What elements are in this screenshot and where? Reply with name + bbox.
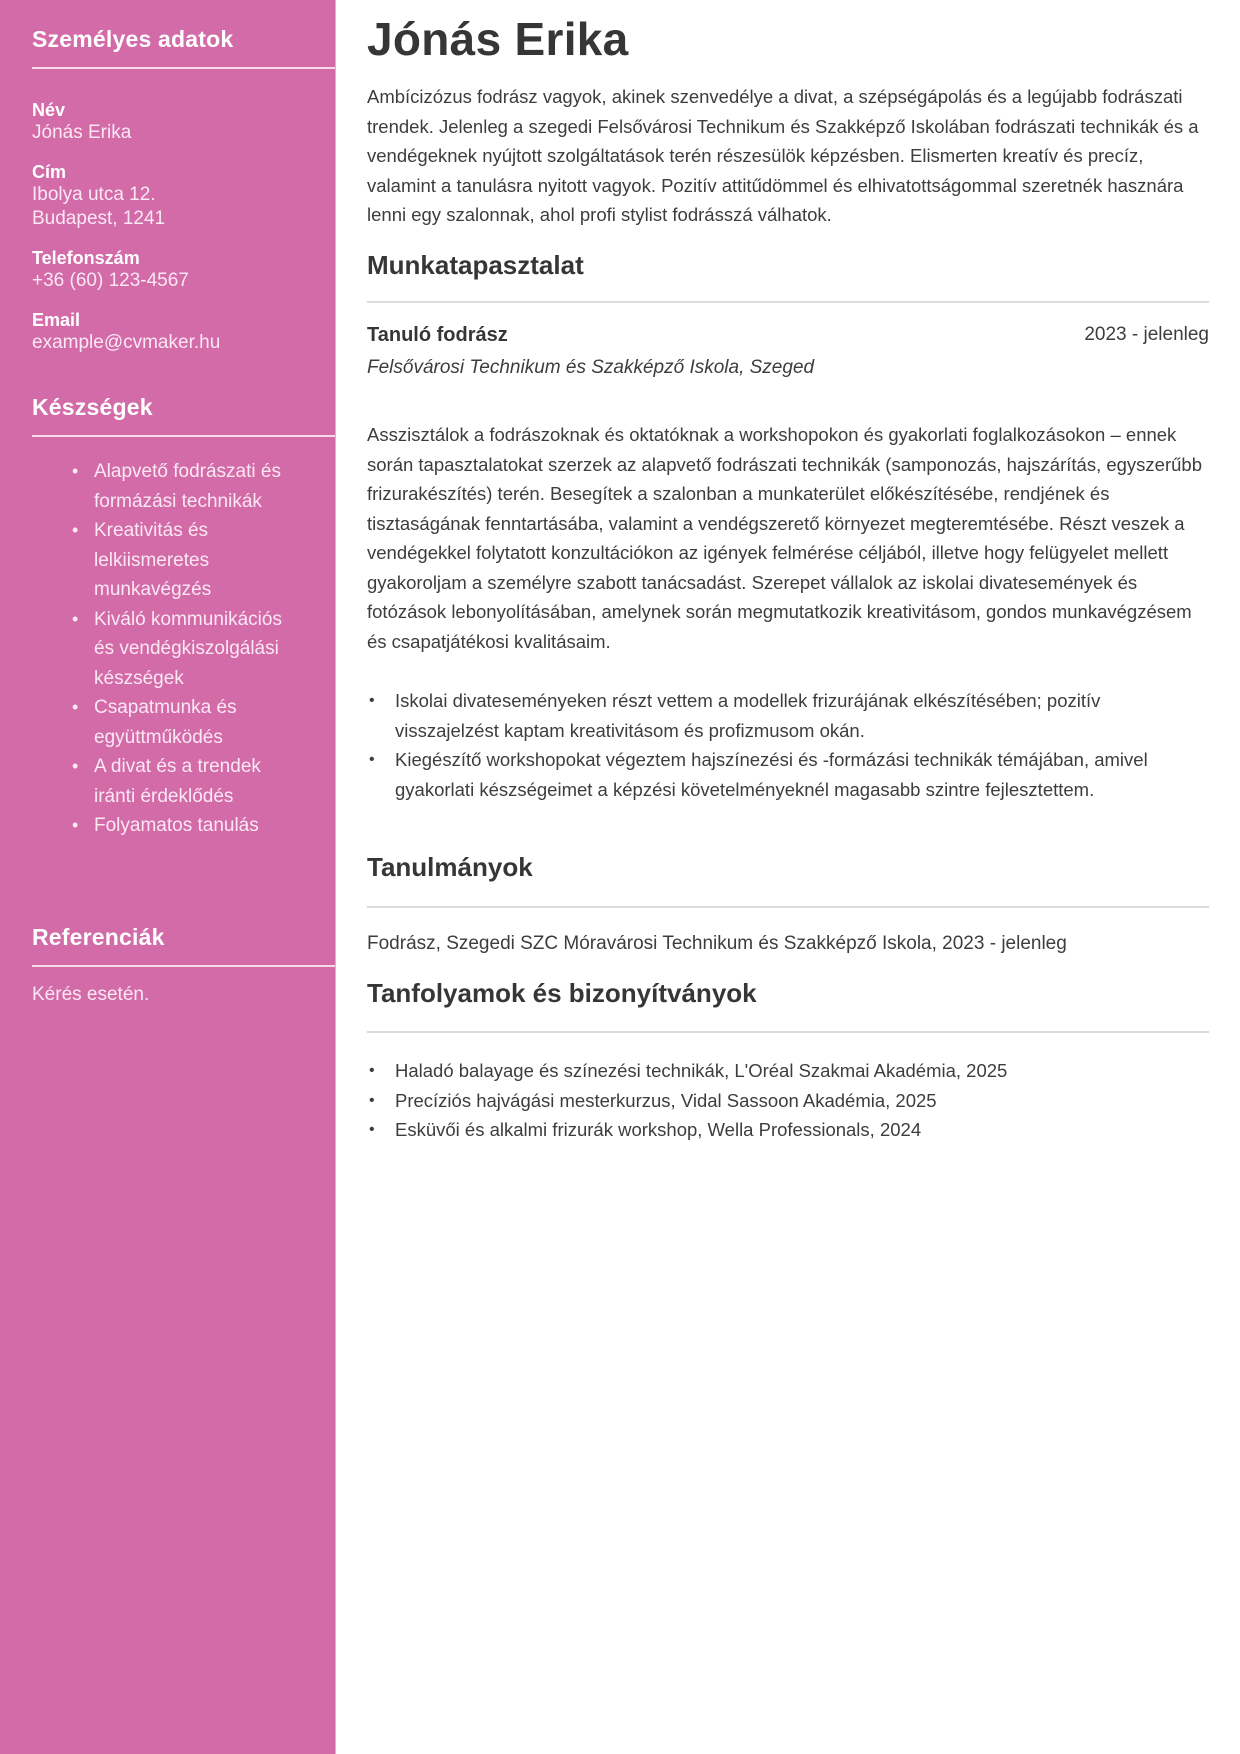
skill-item: • Kiváló kommunikációs és vendégkiszolgálási készségek	[94, 605, 294, 694]
personal-section	[32, 26, 335, 371]
courses-title: Tanfolyamok és bizonyítványok	[367, 978, 757, 1008]
bullet-icon: •	[369, 1062, 375, 1079]
bullet-icon: •	[369, 1121, 375, 1138]
achievement-item: • Kiegészítő workshopokat végeztem hajszínezési és -formázási technikák témájában, amivel gyakorlati készségeimet a képzési követelményeknél magasabb szintre fejlesztettem.	[395, 745, 1209, 804]
page-title: Jónás Erika	[367, 13, 629, 65]
bullet-icon: •	[72, 756, 79, 776]
field-name	[32, 99, 335, 145]
divider	[367, 906, 1209, 908]
bullet-icon: •	[72, 520, 79, 540]
field-value: Ibolya utca 12.	[32, 184, 156, 205]
bullet-icon: •	[369, 692, 375, 709]
course-item: • Esküvői és alkalmi frizurák workshop, Wella Professionals, 2024	[395, 1115, 1209, 1145]
personal-title: Személyes adatok	[32, 26, 234, 52]
job-description: Asszisztálok a fodrászoknak és oktatóknak a workshopokon és gyakorlati foglalkozásokon – ennek során tapasztalatokat szerzek az alapvető fodrászati technikák (samponozás, hajszárítás, egyszerűbb frizurakészítés) terén. Besegítek a szalonban a munkaterület előkészítésébe, rendjének és tisztaságának fenntartásába, valamint a vendégszerető környezet megteremtésébe. Részt veszek a vendégekkel folytatott konzultációkon az igények felmérése céljából, illetve hogy felügyelet mellett gyakoroljam a személyre szabott tanácsadást. Szerepet vállalok az iskolai divatesemények és fotózások lebonyolításában, amelynek során megmutatkozik kreativitásom, gondos munkavégzésem és csapatjátékosi kvalitásaim.	[367, 424, 1202, 652]
field-value: Budapest, 1241	[32, 208, 166, 229]
skill-item: • Kreativitás és lelkiismeretes munkavégzés	[94, 516, 294, 605]
skill-item: • A divat és a trendek iránti érdeklődés	[94, 752, 294, 811]
divider	[367, 1031, 1209, 1033]
job-achievements	[367, 686, 1209, 804]
skills-title: Készségek	[32, 394, 153, 420]
bullet-icon: •	[72, 608, 79, 629]
email-link[interactable]: example@cvmaker.hu	[32, 332, 221, 353]
references-section	[32, 924, 335, 1007]
field-email	[32, 309, 335, 355]
divider	[32, 435, 335, 437]
skills-section	[32, 394, 335, 841]
bullet-icon: •	[72, 461, 79, 481]
education-entry: Fodrász, Szegedi SZC Móravárosi Technikum és Szakképző Iskola, 2023 - jelenleg	[367, 933, 1067, 954]
bullet-icon: •	[72, 815, 79, 835]
field-value: Jónás Erika	[32, 122, 132, 143]
course-item: • Precíziós hajvágási mesterkurzus, Vidal Sassoon Akadémia, 2025	[395, 1086, 1209, 1116]
course-item: • Haladó balayage és színezési technikák, L'Oréal Szakmai Akadémia, 2025	[395, 1056, 1209, 1086]
job-title: Tanuló fodrász	[367, 324, 508, 346]
bullet-icon: •	[72, 697, 79, 717]
field-phone	[32, 247, 335, 293]
personal-fields	[32, 99, 335, 355]
skill-item: • Folyamatos tanulás	[94, 811, 294, 841]
job-organization: Felsővárosi Technikum és Szakképző Iskola, Szeged	[367, 357, 815, 378]
divider	[32, 965, 335, 967]
divider	[32, 67, 335, 69]
field-label: Telefonszám	[32, 248, 140, 268]
divider	[367, 301, 1209, 303]
skill-item: • Csapatmunka és együttműködés	[94, 693, 294, 752]
references-title: Referenciák	[32, 924, 165, 950]
field-label: Név	[32, 100, 66, 120]
job-date: 2023 - jelenleg	[1084, 324, 1209, 345]
skills-list	[32, 457, 335, 841]
summary: Ambícizózus fodrász vagyok, akinek szenvedélye a divat, a szépségápolás és a legújabb fodrászati trendek. Jelenleg a szegedi Felsővárosi Technikum és Szakképző Iskolában fodrászati technikák és a vendégeknek nyújtott szolgáltatások terén részesülök képzésben. Elismerten kreatív és precíz, valamint a tanulásra nyitott vagyok. Pozitív attitűdömmel és elhivatottságommal szeretnék hasznára lenni egy szalonnak, ahol profi stylist fodrásszá válhatok.	[367, 86, 1199, 225]
courses-list	[367, 1056, 1209, 1145]
bullet-icon: •	[369, 1091, 375, 1109]
field-label: Email	[32, 310, 81, 330]
experience-title: Munkatapasztalat	[367, 250, 584, 280]
sidebar	[0, 0, 336, 1754]
bullet-icon: •	[369, 751, 375, 768]
education-title: Tanulmányok	[367, 852, 533, 882]
references-text: Kérés esetén.	[32, 984, 150, 1005]
field-value: +36 (60) 123-4567	[32, 270, 189, 291]
skill-item: • Alapvető fodrászati és formázási technikák	[94, 457, 294, 516]
field-label: Cím	[32, 162, 67, 182]
achievement-item: • Iskolai divateseményeken részt vettem a modellek frizurájának elkészítésében; pozitív visszajelzést kaptam kreativitásom és profizmusom okán.	[395, 686, 1209, 745]
field-address	[32, 161, 335, 231]
